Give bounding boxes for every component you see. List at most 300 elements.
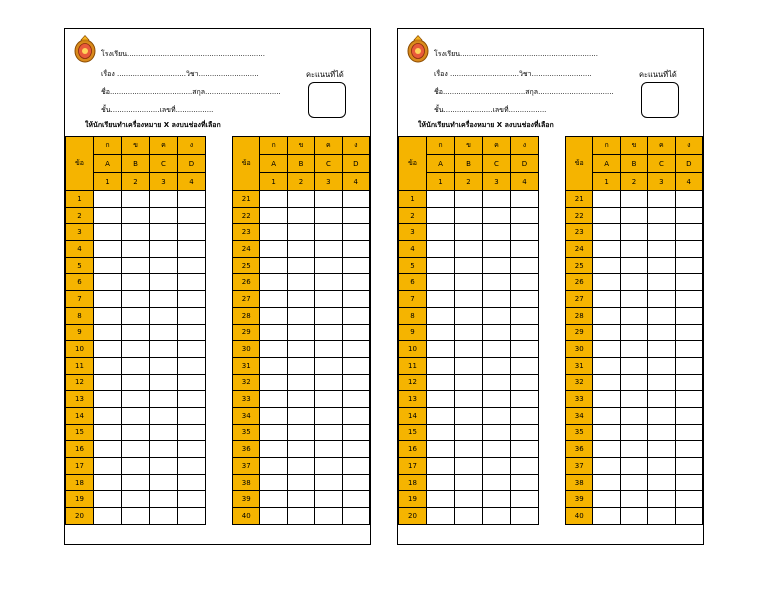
answer-cell[interactable]: [94, 508, 122, 525]
answer-cell[interactable]: [287, 324, 314, 341]
answer-cell[interactable]: [260, 424, 287, 441]
answer-cell[interactable]: [511, 391, 539, 408]
answer-cell[interactable]: [287, 207, 314, 224]
answer-cell[interactable]: [511, 257, 539, 274]
answer-cell[interactable]: [94, 474, 122, 491]
answer-cell[interactable]: [675, 291, 702, 308]
answer-cell[interactable]: [122, 324, 150, 341]
answer-cell[interactable]: [178, 257, 206, 274]
answer-cell[interactable]: [260, 508, 287, 525]
answer-cell[interactable]: [178, 491, 206, 508]
answer-cell[interactable]: [260, 224, 287, 241]
answer-cell[interactable]: [648, 341, 675, 358]
answer-cell[interactable]: [94, 257, 122, 274]
answer-cell[interactable]: [620, 491, 647, 508]
answer-cell[interactable]: [483, 474, 511, 491]
answer-cell[interactable]: [342, 374, 369, 391]
answer-cell[interactable]: [122, 241, 150, 258]
answer-cell[interactable]: [427, 291, 455, 308]
answer-cell[interactable]: [648, 491, 675, 508]
answer-cell[interactable]: [122, 441, 150, 458]
answer-cell[interactable]: [94, 274, 122, 291]
answer-cell[interactable]: [94, 357, 122, 374]
answer-cell[interactable]: [675, 224, 702, 241]
answer-cell[interactable]: [260, 257, 287, 274]
answer-cell[interactable]: [122, 357, 150, 374]
answer-cell[interactable]: [427, 257, 455, 274]
answer-cell[interactable]: [342, 291, 369, 308]
answer-cell[interactable]: [483, 424, 511, 441]
answer-cell[interactable]: [150, 424, 178, 441]
answer-cell[interactable]: [427, 474, 455, 491]
answer-cell[interactable]: [483, 274, 511, 291]
answer-cell[interactable]: [427, 224, 455, 241]
answer-cell[interactable]: [260, 374, 287, 391]
school-field[interactable]: โรงเรียน..............................................................: [101, 50, 265, 58]
answer-cell[interactable]: [150, 407, 178, 424]
answer-cell[interactable]: [648, 391, 675, 408]
answer-cell[interactable]: [178, 191, 206, 208]
answer-cell[interactable]: [315, 224, 342, 241]
answer-cell[interactable]: [122, 191, 150, 208]
answer-cell[interactable]: [315, 508, 342, 525]
answer-cell[interactable]: [287, 307, 314, 324]
answer-cell[interactable]: [455, 274, 483, 291]
answer-cell[interactable]: [178, 207, 206, 224]
answer-cell[interactable]: [342, 191, 369, 208]
answer-cell[interactable]: [483, 257, 511, 274]
answer-cell[interactable]: [94, 491, 122, 508]
answer-cell[interactable]: [483, 291, 511, 308]
answer-cell[interactable]: [455, 407, 483, 424]
answer-cell[interactable]: [620, 257, 647, 274]
answer-cell[interactable]: [150, 391, 178, 408]
answer-cell[interactable]: [455, 257, 483, 274]
answer-cell[interactable]: [150, 324, 178, 341]
answer-cell[interactable]: [483, 458, 511, 475]
answer-cell[interactable]: [427, 441, 455, 458]
answer-cell[interactable]: [593, 441, 620, 458]
answer-cell[interactable]: [315, 341, 342, 358]
answer-cell[interactable]: [511, 474, 539, 491]
answer-cell[interactable]: [675, 324, 702, 341]
answer-cell[interactable]: [315, 257, 342, 274]
answer-cell[interactable]: [287, 391, 314, 408]
answer-cell[interactable]: [287, 474, 314, 491]
answer-cell[interactable]: [620, 391, 647, 408]
answer-cell[interactable]: [675, 407, 702, 424]
answer-cell[interactable]: [122, 274, 150, 291]
answer-cell[interactable]: [315, 274, 342, 291]
answer-cell[interactable]: [178, 241, 206, 258]
answer-cell[interactable]: [178, 474, 206, 491]
answer-cell[interactable]: [260, 241, 287, 258]
answer-cell[interactable]: [94, 424, 122, 441]
answer-cell[interactable]: [620, 357, 647, 374]
answer-cell[interactable]: [260, 207, 287, 224]
answer-cell[interactable]: [593, 407, 620, 424]
score-box[interactable]: [641, 82, 679, 118]
answer-cell[interactable]: [342, 324, 369, 341]
answer-cell[interactable]: [342, 491, 369, 508]
answer-cell[interactable]: [287, 291, 314, 308]
answer-cell[interactable]: [427, 424, 455, 441]
answer-cell[interactable]: [593, 341, 620, 358]
answer-cell[interactable]: [648, 224, 675, 241]
answer-cell[interactable]: [483, 391, 511, 408]
answer-cell[interactable]: [178, 357, 206, 374]
answer-cell[interactable]: [620, 441, 647, 458]
answer-cell[interactable]: [648, 458, 675, 475]
answer-cell[interactable]: [178, 441, 206, 458]
answer-cell[interactable]: [455, 374, 483, 391]
answer-cell[interactable]: [593, 241, 620, 258]
answer-cell[interactable]: [648, 274, 675, 291]
answer-cell[interactable]: [427, 274, 455, 291]
answer-cell[interactable]: [648, 424, 675, 441]
answer-cell[interactable]: [593, 374, 620, 391]
class-field[interactable]: ชั้น......................เลขที่.................: [434, 106, 547, 114]
answer-cell[interactable]: [122, 474, 150, 491]
answer-cell[interactable]: [455, 508, 483, 525]
answer-cell[interactable]: [94, 458, 122, 475]
answer-cell[interactable]: [260, 474, 287, 491]
answer-cell[interactable]: [315, 191, 342, 208]
answer-cell[interactable]: [455, 341, 483, 358]
answer-cell[interactable]: [287, 441, 314, 458]
answer-cell[interactable]: [455, 391, 483, 408]
answer-cell[interactable]: [675, 374, 702, 391]
answer-cell[interactable]: [675, 441, 702, 458]
answer-cell[interactable]: [620, 324, 647, 341]
answer-cell[interactable]: [593, 324, 620, 341]
answer-cell[interactable]: [511, 458, 539, 475]
answer-cell[interactable]: [620, 241, 647, 258]
class-field[interactable]: ชั้น......................เลขที่.................: [101, 106, 214, 114]
answer-cell[interactable]: [648, 241, 675, 258]
answer-cell[interactable]: [620, 474, 647, 491]
answer-cell[interactable]: [94, 207, 122, 224]
answer-cell[interactable]: [483, 324, 511, 341]
answer-cell[interactable]: [593, 491, 620, 508]
answer-cell[interactable]: [178, 307, 206, 324]
answer-cell[interactable]: [342, 357, 369, 374]
answer-cell[interactable]: [511, 324, 539, 341]
answer-cell[interactable]: [427, 374, 455, 391]
answer-cell[interactable]: [315, 207, 342, 224]
answer-cell[interactable]: [287, 241, 314, 258]
answer-cell[interactable]: [150, 291, 178, 308]
answer-cell[interactable]: [122, 508, 150, 525]
answer-cell[interactable]: [150, 224, 178, 241]
answer-cell[interactable]: [287, 424, 314, 441]
answer-cell[interactable]: [287, 458, 314, 475]
answer-cell[interactable]: [675, 357, 702, 374]
answer-cell[interactable]: [315, 458, 342, 475]
answer-cell[interactable]: [94, 324, 122, 341]
answer-cell[interactable]: [593, 357, 620, 374]
answer-cell[interactable]: [675, 424, 702, 441]
answer-cell[interactable]: [122, 458, 150, 475]
answer-cell[interactable]: [648, 291, 675, 308]
answer-cell[interactable]: [287, 491, 314, 508]
score-box[interactable]: [308, 82, 346, 118]
answer-cell[interactable]: [511, 241, 539, 258]
answer-cell[interactable]: [620, 224, 647, 241]
answer-cell[interactable]: [455, 458, 483, 475]
answer-cell[interactable]: [455, 357, 483, 374]
answer-cell[interactable]: [342, 458, 369, 475]
answer-cell[interactable]: [260, 274, 287, 291]
answer-cell[interactable]: [342, 224, 369, 241]
answer-cell[interactable]: [483, 374, 511, 391]
subject-field[interactable]: เรื่อง ...............................วิชา...........................: [101, 70, 259, 78]
answer-cell[interactable]: [648, 508, 675, 525]
answer-cell[interactable]: [620, 458, 647, 475]
answer-cell[interactable]: [287, 257, 314, 274]
answer-cell[interactable]: [648, 441, 675, 458]
name-field[interactable]: ชื่อ.....................................สกุล..................................: [101, 88, 281, 96]
answer-cell[interactable]: [511, 274, 539, 291]
answer-cell[interactable]: [427, 324, 455, 341]
answer-cell[interactable]: [483, 341, 511, 358]
answer-cell[interactable]: [593, 291, 620, 308]
answer-cell[interactable]: [593, 508, 620, 525]
answer-cell[interactable]: [342, 207, 369, 224]
answer-cell[interactable]: [94, 391, 122, 408]
answer-cell[interactable]: [178, 458, 206, 475]
answer-cell[interactable]: [483, 357, 511, 374]
answer-cell[interactable]: [178, 274, 206, 291]
answer-cell[interactable]: [260, 441, 287, 458]
answer-cell[interactable]: [287, 407, 314, 424]
answer-cell[interactable]: [648, 407, 675, 424]
answer-cell[interactable]: [342, 441, 369, 458]
answer-cell[interactable]: [150, 307, 178, 324]
answer-cell[interactable]: [178, 341, 206, 358]
answer-cell[interactable]: [483, 491, 511, 508]
answer-cell[interactable]: [122, 374, 150, 391]
answer-cell[interactable]: [620, 424, 647, 441]
answer-cell[interactable]: [675, 241, 702, 258]
answer-cell[interactable]: [427, 191, 455, 208]
answer-cell[interactable]: [122, 291, 150, 308]
answer-cell[interactable]: [178, 391, 206, 408]
answer-cell[interactable]: [511, 357, 539, 374]
answer-cell[interactable]: [675, 508, 702, 525]
answer-cell[interactable]: [427, 407, 455, 424]
answer-cell[interactable]: [287, 357, 314, 374]
answer-cell[interactable]: [427, 391, 455, 408]
answer-cell[interactable]: [342, 274, 369, 291]
answer-cell[interactable]: [511, 407, 539, 424]
answer-cell[interactable]: [315, 307, 342, 324]
answer-cell[interactable]: [593, 191, 620, 208]
answer-cell[interactable]: [94, 224, 122, 241]
answer-cell[interactable]: [675, 474, 702, 491]
answer-cell[interactable]: [315, 291, 342, 308]
answer-cell[interactable]: [260, 407, 287, 424]
answer-cell[interactable]: [178, 407, 206, 424]
answer-cell[interactable]: [483, 241, 511, 258]
answer-cell[interactable]: [94, 441, 122, 458]
answer-cell[interactable]: [593, 257, 620, 274]
answer-cell[interactable]: [260, 341, 287, 358]
answer-cell[interactable]: [620, 207, 647, 224]
answer-cell[interactable]: [122, 424, 150, 441]
answer-cell[interactable]: [455, 474, 483, 491]
answer-cell[interactable]: [593, 307, 620, 324]
answer-cell[interactable]: [260, 458, 287, 475]
answer-cell[interactable]: [648, 374, 675, 391]
answer-cell[interactable]: [150, 274, 178, 291]
answer-cell[interactable]: [620, 341, 647, 358]
answer-cell[interactable]: [150, 357, 178, 374]
answer-cell[interactable]: [342, 241, 369, 258]
answer-cell[interactable]: [122, 491, 150, 508]
answer-cell[interactable]: [260, 491, 287, 508]
answer-cell[interactable]: [315, 374, 342, 391]
answer-cell[interactable]: [150, 257, 178, 274]
answer-cell[interactable]: [260, 307, 287, 324]
answer-cell[interactable]: [675, 491, 702, 508]
answer-cell[interactable]: [122, 307, 150, 324]
answer-cell[interactable]: [483, 191, 511, 208]
answer-cell[interactable]: [455, 291, 483, 308]
answer-cell[interactable]: [150, 508, 178, 525]
answer-cell[interactable]: [511, 508, 539, 525]
answer-cell[interactable]: [620, 374, 647, 391]
answer-cell[interactable]: [648, 307, 675, 324]
answer-cell[interactable]: [593, 274, 620, 291]
answer-cell[interactable]: [427, 357, 455, 374]
answer-cell[interactable]: [620, 307, 647, 324]
answer-cell[interactable]: [455, 324, 483, 341]
answer-cell[interactable]: [483, 441, 511, 458]
answer-cell[interactable]: [287, 274, 314, 291]
answer-cell[interactable]: [483, 407, 511, 424]
answer-cell[interactable]: [675, 207, 702, 224]
answer-cell[interactable]: [648, 191, 675, 208]
answer-cell[interactable]: [150, 241, 178, 258]
answer-cell[interactable]: [455, 491, 483, 508]
answer-cell[interactable]: [593, 424, 620, 441]
answer-cell[interactable]: [483, 307, 511, 324]
answer-cell[interactable]: [483, 224, 511, 241]
answer-cell[interactable]: [427, 491, 455, 508]
answer-cell[interactable]: [260, 324, 287, 341]
answer-cell[interactable]: [511, 207, 539, 224]
answer-cell[interactable]: [342, 407, 369, 424]
answer-cell[interactable]: [455, 224, 483, 241]
answer-cell[interactable]: [511, 341, 539, 358]
answer-cell[interactable]: [342, 307, 369, 324]
name-field[interactable]: ชื่อ.....................................สกุล..................................: [434, 88, 614, 96]
answer-cell[interactable]: [342, 474, 369, 491]
answer-cell[interactable]: [94, 307, 122, 324]
answer-cell[interactable]: [511, 307, 539, 324]
answer-cell[interactable]: [122, 341, 150, 358]
answer-cell[interactable]: [315, 441, 342, 458]
answer-cell[interactable]: [648, 257, 675, 274]
answer-cell[interactable]: [94, 241, 122, 258]
answer-cell[interactable]: [511, 224, 539, 241]
answer-cell[interactable]: [315, 474, 342, 491]
answer-cell[interactable]: [342, 391, 369, 408]
answer-cell[interactable]: [675, 391, 702, 408]
answer-cell[interactable]: [287, 341, 314, 358]
answer-cell[interactable]: [260, 391, 287, 408]
answer-cell[interactable]: [287, 224, 314, 241]
answer-cell[interactable]: [620, 274, 647, 291]
answer-cell[interactable]: [593, 474, 620, 491]
answer-cell[interactable]: [675, 458, 702, 475]
answer-cell[interactable]: [455, 424, 483, 441]
answer-cell[interactable]: [150, 474, 178, 491]
answer-cell[interactable]: [122, 391, 150, 408]
answer-cell[interactable]: [511, 191, 539, 208]
answer-cell[interactable]: [315, 491, 342, 508]
answer-cell[interactable]: [178, 324, 206, 341]
answer-cell[interactable]: [315, 391, 342, 408]
answer-cell[interactable]: [150, 341, 178, 358]
answer-cell[interactable]: [260, 291, 287, 308]
answer-cell[interactable]: [260, 357, 287, 374]
answer-cell[interactable]: [94, 341, 122, 358]
answer-cell[interactable]: [94, 374, 122, 391]
answer-cell[interactable]: [178, 224, 206, 241]
answer-cell[interactable]: [342, 508, 369, 525]
answer-cell[interactable]: [315, 241, 342, 258]
answer-cell[interactable]: [260, 191, 287, 208]
answer-cell[interactable]: [427, 458, 455, 475]
answer-cell[interactable]: [648, 357, 675, 374]
answer-cell[interactable]: [511, 374, 539, 391]
answer-cell[interactable]: [648, 207, 675, 224]
answer-cell[interactable]: [427, 508, 455, 525]
answer-cell[interactable]: [593, 391, 620, 408]
answer-cell[interactable]: [122, 407, 150, 424]
answer-cell[interactable]: [315, 424, 342, 441]
answer-cell[interactable]: [178, 374, 206, 391]
answer-cell[interactable]: [648, 474, 675, 491]
answer-cell[interactable]: [593, 207, 620, 224]
answer-cell[interactable]: [620, 508, 647, 525]
answer-cell[interactable]: [593, 224, 620, 241]
answer-cell[interactable]: [427, 341, 455, 358]
answer-cell[interactable]: [122, 207, 150, 224]
answer-cell[interactable]: [150, 458, 178, 475]
answer-cell[interactable]: [675, 341, 702, 358]
answer-cell[interactable]: [287, 374, 314, 391]
answer-cell[interactable]: [342, 341, 369, 358]
answer-cell[interactable]: [455, 191, 483, 208]
answer-cell[interactable]: [315, 324, 342, 341]
answer-cell[interactable]: [122, 224, 150, 241]
answer-cell[interactable]: [287, 508, 314, 525]
answer-cell[interactable]: [315, 407, 342, 424]
answer-cell[interactable]: [483, 508, 511, 525]
answer-cell[interactable]: [675, 274, 702, 291]
answer-cell[interactable]: [455, 441, 483, 458]
answer-cell[interactable]: [455, 241, 483, 258]
answer-cell[interactable]: [342, 257, 369, 274]
answer-cell[interactable]: [150, 374, 178, 391]
answer-cell[interactable]: [675, 191, 702, 208]
answer-cell[interactable]: [511, 291, 539, 308]
answer-cell[interactable]: [455, 207, 483, 224]
answer-cell[interactable]: [427, 307, 455, 324]
